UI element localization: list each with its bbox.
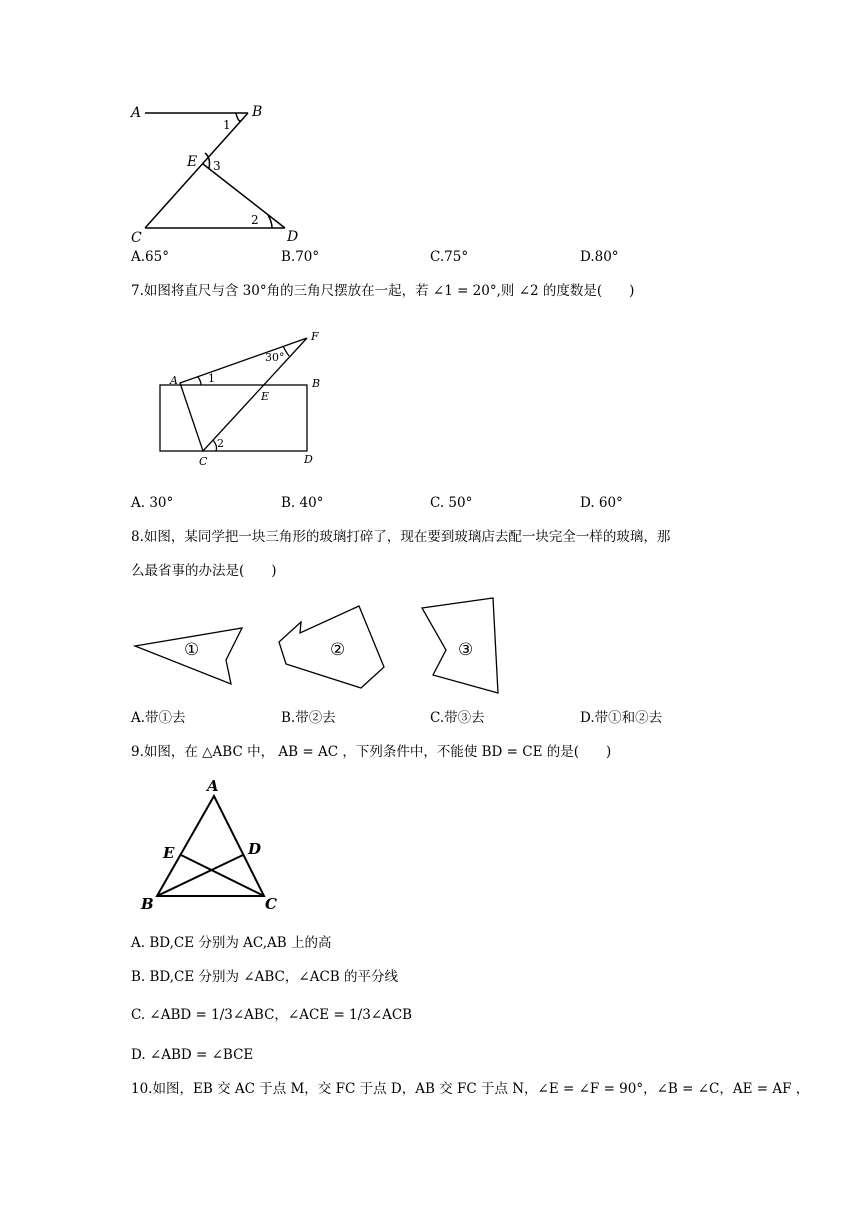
q8-option-c: C.带③去 [430,710,485,726]
label-a: A [207,777,219,795]
label-b: B [312,377,321,390]
q8-option-a: A.带①去 [131,710,186,726]
label-angle-1: 1 [208,372,215,385]
q8-option-d: D.带①和②去 [580,710,663,726]
label-b: B [252,104,263,120]
label-c: C [131,230,142,246]
q7-option-a: A. 30° [131,495,174,511]
q8-option-b: B.带②去 [281,710,336,726]
q6-option-a: A.65° [131,249,169,265]
label-angle-2: 2 [217,437,224,450]
label-d: D [304,453,313,466]
q8-stem-line2: 么最省事的办法是( ) [131,563,277,579]
label-angle-2: 2 [251,213,259,227]
q7-option-c: C. 50° [430,495,473,511]
q7-option-d: D. 60° [580,495,623,511]
label-angle-1: 1 [223,118,231,132]
q9-option-d: D. ∠ABD = ∠BCE [131,1047,254,1063]
q6-option-b: B.70° [281,249,320,265]
label-angle-3: 3 [213,159,221,173]
label-b: B [141,895,154,913]
q7-stem: 7.如图将直尺与含 30°角的三角尺摆放在一起，若 ∠1 = 20°,则 ∠2 的度数是( ) [131,283,635,299]
q10-stem: 10.如图，EB 交 AC 于点 M，交 FC 于点 D，AB 交 FC 于点 N，∠E = ∠F = 90°，∠B = ∠C，AE = AF ， [131,1081,810,1097]
label-e: E [187,154,198,170]
label-d: D [287,229,299,245]
label-f: F [311,330,319,343]
q9-option-a: A. BD,CE 分别为 AC,AB 上的高 [131,935,332,951]
label-30: 30° [265,351,285,364]
q8-stem-line1: 8.如图，某同学把一块三角形的玻璃打碎了，现在要到玻璃店去配一块完全一样的玻璃，那 [131,529,671,545]
label-a: A [131,105,142,121]
label-piece-2: ② [330,640,346,660]
label-piece-3: ③ [458,640,474,660]
q6-option-c: C.75° [430,249,469,265]
label-a: A [170,374,178,387]
segment-ce [181,855,264,896]
q9-option-b: B. BD,CE 分别为 ∠ABC，∠ACB 的平分线 [131,969,398,985]
q7-option-b: B. 40° [281,495,324,511]
q6-option-d: D.80° [580,249,619,265]
label-c: C [265,895,277,913]
label-e: E [163,844,175,862]
label-d: D [248,840,262,858]
q9-stem: 9.如图，在 △ABC 中， AB = AC ，下列条件中，不能使 BD = CE 的是( ) [131,744,612,760]
label-c: C [199,455,208,468]
q9-option-c: C. ∠ABD = 1/3∠ABC，∠ACE = 1/3∠ACB [131,1007,413,1023]
label-piece-1: ① [184,640,200,660]
label-e: E [261,390,270,403]
